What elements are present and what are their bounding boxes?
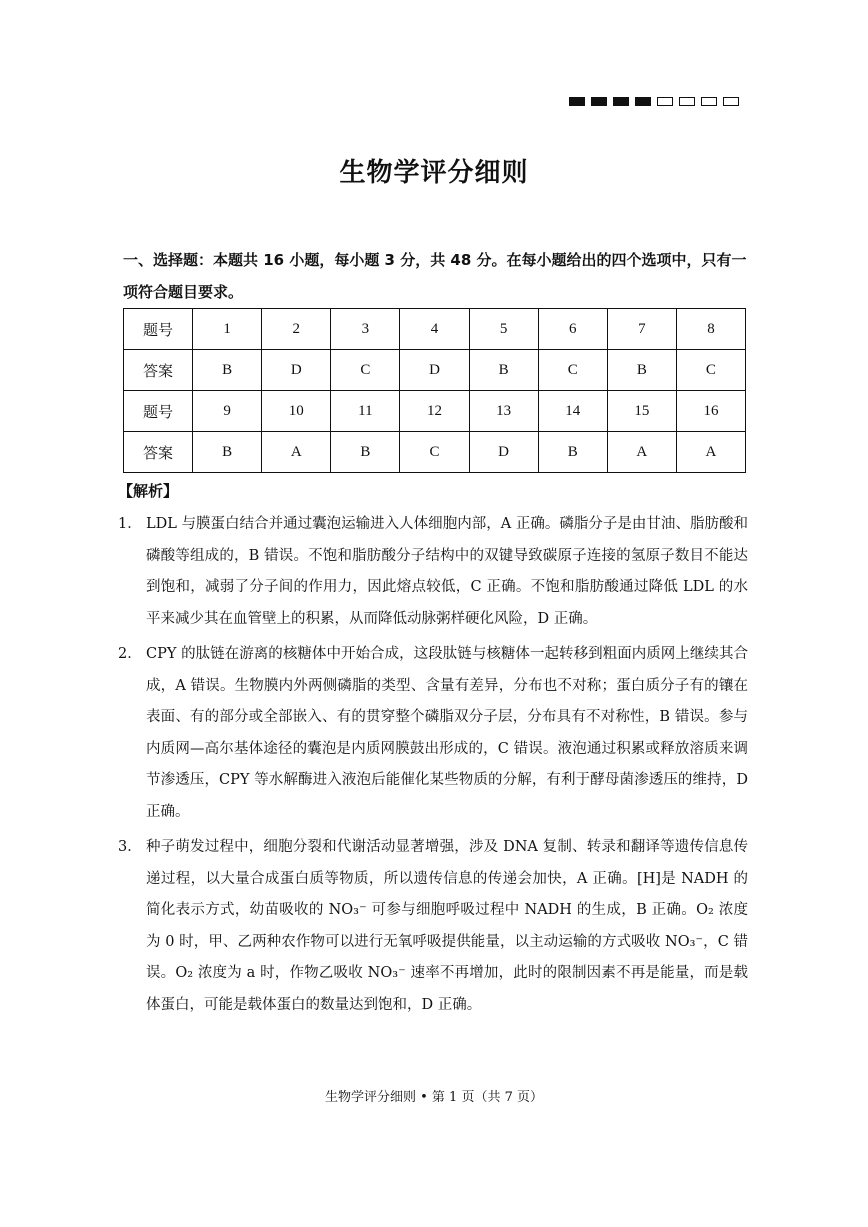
item-text: 种子萌发过程中，细胞分裂和代谢活动显著增强，涉及 DNA 复制、转录和翻译等遗传信息传递过程，以大量合成蛋白质等物质，所以遗传信息的传递会加快，A 正确。[H]是 NADH 的简化表示方式，幼苗吸收的 NO₃⁻ 可参与细胞呼吸过程中 NADH 的生成，B 正确。O₂ 浓度为 0 时，甲、乙两种农作物可以进行无氧呼吸提供能量，以主动运输的方式吸收 NO₃⁻，C 错误。O₂ 浓度为 a 时，作物乙吸收 NO₃⁻ 速率不再增加，此时的限制因素不再是能量，而是载体蛋白，可能是载体蛋白的数量达到饱和，D 正确。 xyxy=(146,839,748,1013)
analysis-item xyxy=(118,639,748,828)
empty-square-mark xyxy=(679,97,695,106)
table-cell: D xyxy=(469,432,538,473)
empty-square-mark xyxy=(723,97,739,106)
table-cell: 14 xyxy=(538,391,607,432)
item-number: 3． xyxy=(118,839,142,855)
table-cell: 6 xyxy=(538,309,607,350)
table-row xyxy=(124,350,746,391)
table-cell: C xyxy=(331,350,400,391)
table-cell: 1 xyxy=(193,309,262,350)
table-cell: 13 xyxy=(469,391,538,432)
analysis-heading: 【解析】 xyxy=(118,482,179,500)
table-cell: 12 xyxy=(400,391,469,432)
item-number: 1． xyxy=(118,516,142,532)
analysis-list xyxy=(118,509,748,1025)
table-cell: B xyxy=(331,432,400,473)
table-cell: 10 xyxy=(262,391,331,432)
table-row xyxy=(124,391,746,432)
analysis-item xyxy=(118,832,748,1021)
table-cell: B xyxy=(469,350,538,391)
table-row xyxy=(124,432,746,473)
empty-square-mark xyxy=(657,97,673,106)
table-cell: 11 xyxy=(331,391,400,432)
header-marks xyxy=(569,97,739,106)
section-intro: 一、选择题：本题共 16 小题，每小题 3 分，共 48 分。在每小题给出的四个选项中，只有一项符合题目要求。 xyxy=(123,251,747,301)
filled-square-mark xyxy=(591,97,607,106)
table-cell: C xyxy=(538,350,607,391)
table-row xyxy=(124,309,746,350)
item-number: 2． xyxy=(118,646,142,662)
row-header-cell: 答案 xyxy=(124,432,193,473)
item-text: LDL 与膜蛋白结合并通过囊泡运输进入人体细胞内部，A 正确。磷脂分子是由甘油、脂肪酸和磷酸等组成的，B 错误。不饱和脂肪酸分子结构中的双键导致碳原子连接的氢原子数目不能达到饱和，减弱了分子间的作用力，因此熔点较低，C 正确。不饱和脂肪酸通过降低 LDL 的水平来减少其在血管壁上的积累，从而降低动脉粥样硬化风险，D 正确。 xyxy=(146,516,748,627)
table-cell: D xyxy=(400,350,469,391)
row-header-cell: 题号 xyxy=(124,309,193,350)
answer-table xyxy=(123,308,746,473)
table-cell: B xyxy=(538,432,607,473)
page-title: 生物学评分细则 xyxy=(339,158,529,188)
table-cell: 4 xyxy=(400,309,469,350)
table-cell: 9 xyxy=(193,391,262,432)
page-footer: 生物学评分细则 • 第 1 页（共 7 页） xyxy=(324,1090,543,1105)
table-cell: B xyxy=(193,432,262,473)
table-cell: B xyxy=(607,350,676,391)
table-cell: 3 xyxy=(331,309,400,350)
table-cell: A xyxy=(262,432,331,473)
table-cell: C xyxy=(676,350,745,391)
item-text: CPY 的肽链在游离的核糖体中开始合成，这段肽链与核糖体一起转移到粗面内质网上继续其合成，A 错误。生物膜内外两侧磷脂的类型、含量有差异，分布也不对称；蛋白质分子有的镶在表面、有的部分或全部嵌入、有的贯穿整个磷脂双分子层，分布具有不对称性，B 错误。参与内质网—高尔基体途径的囊泡是内质网膜鼓出形成的，C 错误。液泡通过积累或释放溶质来调节渗透压，CPY 等水解酶进入液泡后能催化某些物质的分解，有利于酵母菌渗透压的维持，D 正确。 xyxy=(146,646,748,820)
filled-square-mark xyxy=(635,97,651,106)
table-cell: 7 xyxy=(607,309,676,350)
table-cell: A xyxy=(676,432,745,473)
table-cell: A xyxy=(607,432,676,473)
table-cell: D xyxy=(262,350,331,391)
filled-square-mark xyxy=(613,97,629,106)
table-cell: 5 xyxy=(469,309,538,350)
filled-square-mark xyxy=(569,97,585,106)
table-cell: C xyxy=(400,432,469,473)
table-cell: 2 xyxy=(262,309,331,350)
table-cell: 16 xyxy=(676,391,745,432)
row-header-cell: 题号 xyxy=(124,391,193,432)
empty-square-mark xyxy=(701,97,717,106)
table-cell: 8 xyxy=(676,309,745,350)
table-cell: B xyxy=(193,350,262,391)
table-cell: 15 xyxy=(607,391,676,432)
analysis-item xyxy=(118,509,748,635)
row-header-cell: 答案 xyxy=(124,350,193,391)
